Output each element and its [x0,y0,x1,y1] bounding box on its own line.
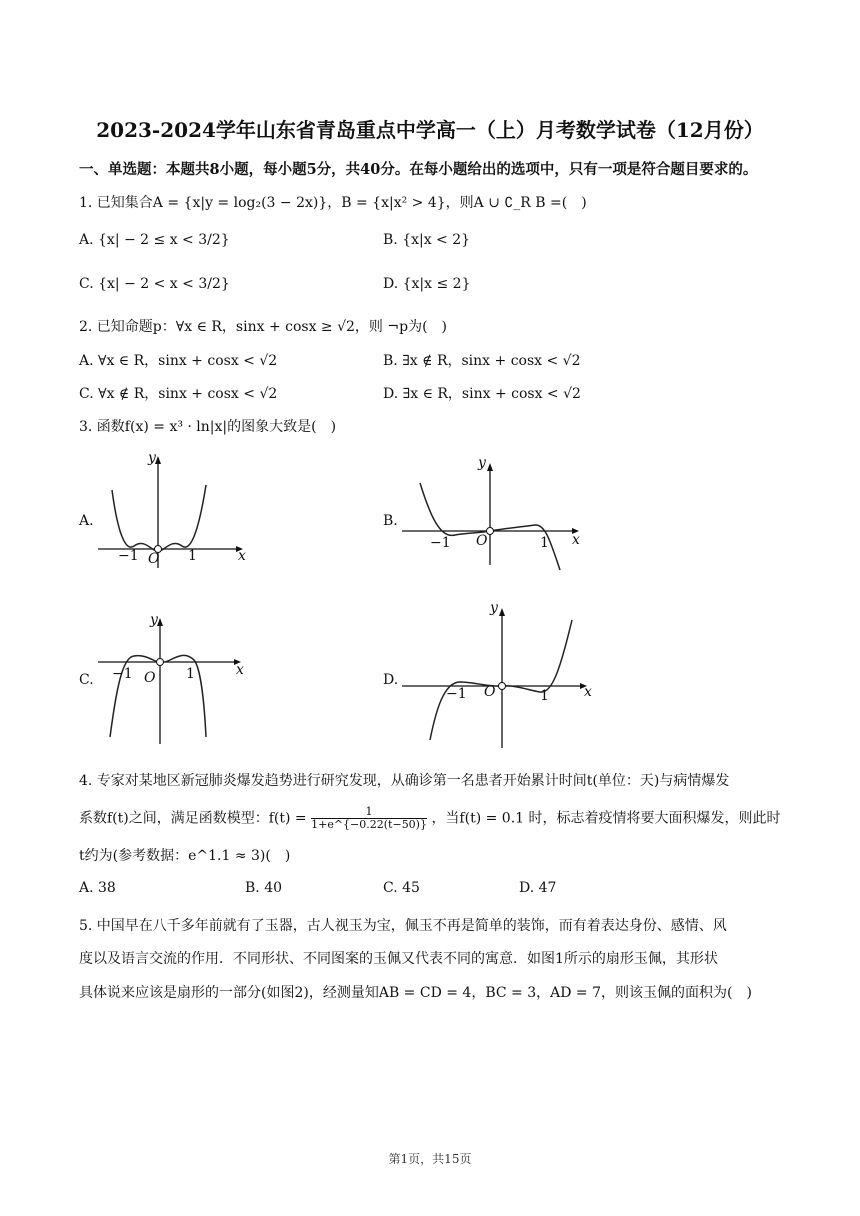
q1-option-c: C. {x| − 2 < x < 3/2} [79,276,230,292]
graph-d-x-label: x [584,684,592,700]
graph-a-y-label: y [148,450,156,466]
graph-d-pos-one: 1 [540,688,549,704]
q4-line2 [79,806,781,831]
graph-b-pos-one: 1 [540,535,549,551]
curve [112,485,206,551]
graph-c-origin: O [144,670,156,686]
q3-label-a: A. [79,513,94,529]
graph-c-x-label: x [236,662,244,678]
q4-line2-pre: 系数f(t)之间，满足函数模型：f(t) = [79,810,307,827]
page-title: 2023-2024学年山东省青岛重点中学高一（上）月考数学试卷（12月份） [96,118,764,142]
q1-option-a: A. {x| − 2 ≤ x < 3/2} [79,232,230,248]
graph-b-y-label: y [478,455,486,471]
q3-label-c: C. [79,672,94,688]
q2-option-a: A. ∀x ∈ R，sinx + cosx < √2 [79,353,278,369]
q2-option-d: D. ∃x ∈ R，sinx + cosx < √2 [383,386,581,402]
curve [430,620,572,740]
graph-b-origin: O [476,533,488,549]
q1-option-b: B. {x|x < 2} [383,232,471,248]
graph-d-origin: O [484,684,496,700]
q5-line3: 具体说来应该是扇形的一部分(如图2)，经测量知AB = CD = 4，BC = 3，AD = 7，则该玉佩的面积为( ) [79,985,752,1001]
q4-fraction [311,806,427,831]
graph-c-neg-one: −1 [112,666,133,682]
graph-c-y-label: y [150,612,158,628]
graph-a-origin: O [148,551,160,567]
q3-stem: 3. 函数f(x) = x³ · ln|x|的图象大致是( ) [79,419,337,435]
section-heading: 一、单选题：本题共8小题，每小题5分，共40分。在每小题给出的选项中，只有一项是符合题目要求的。 [79,161,758,178]
q5-line2: 度以及语言交流的作用．不同形状、不同图案的玉佩又代表不同的寓意．如图1所示的扇形玉佩，其形状 [79,951,718,967]
q1-stem: 1. 已知集合A = {x|y = log₂(3 − 2x)}，B = {x|x² > 4}，则A ∪ ∁_R B =( ) [79,195,587,211]
graph-c-pos-one: 1 [186,666,195,682]
q4-frac-den: 1+e^{−0.22(t−50)} [311,818,427,831]
q4-option-a: A. 38 [79,880,116,896]
q5-line1: 5. 中国早在八千多年前就有了玉器，古人视玉为宝，佩玉不再是简单的装饰，而有着表达身份、感情、风 [79,918,727,934]
q3-label-b: B. [383,513,398,529]
graph-a-neg-one: −1 [118,548,139,564]
q4-line2-post: ，当f(t) = 0.1 时，标志着疫情将要大面积爆发，则此时 [431,810,781,827]
q1-option-d: D. {x|x ≤ 2} [383,276,471,292]
q4-option-c: C. 45 [383,880,420,896]
graph-b-neg-one: −1 [430,535,451,551]
origin-dot [487,528,494,535]
q4-frac-num: 1 [311,806,427,819]
q2-option-b: B. ∃x ∉ R，sinx + cosx < √2 [383,353,581,369]
q4-option-b: B. 40 [245,880,283,896]
page-footer: 第1页，共15页 [388,1152,472,1166]
origin-dot [499,683,506,690]
graph-a-x-label: x [238,548,246,564]
q3-label-d: D. [383,672,399,688]
q4-line1: 4. 专家对某地区新冠肺炎爆发趋势进行研究发现，从确诊第一名患者开始累计时间t(单位：天)与病情爆发 [79,773,730,789]
q4-line3: t约为(参考数据：e^1.1 ≈ 3)( ) [79,848,291,864]
y-arrow [499,608,505,616]
graph-a-pos-one: 1 [188,548,197,564]
graph-b-x-label: x [572,532,580,548]
q3-graph-d [400,600,600,750]
q2-option-c: C. ∀x ∉ R，sinx + cosx < √2 [79,386,278,402]
q2-stem: 2. 已知命题p：∀x ∈ R，sinx + cosx ≥ √2，则 ¬p为( ) [79,319,447,335]
graph-d-neg-one: −1 [446,686,467,702]
q3-graph-b [400,455,590,575]
origin-dot [157,659,164,666]
y-arrow [487,463,493,471]
graph-d-y-label: y [490,600,498,616]
q4-option-d: D. 47 [519,880,557,896]
